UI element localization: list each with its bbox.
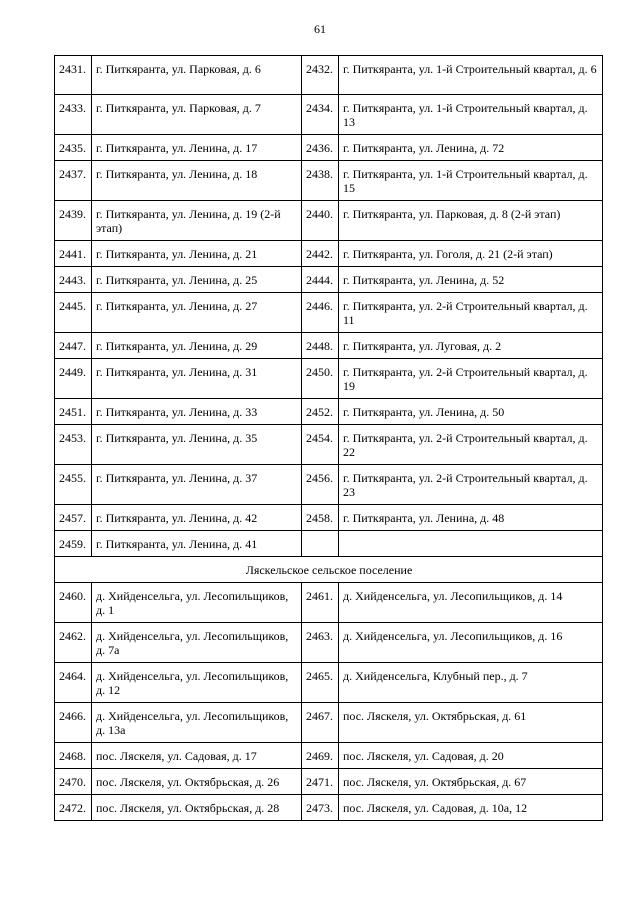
- row-number: 2469.: [302, 743, 339, 769]
- address-cell: г. Питкяранта, ул. Ленина, д. 48: [339, 505, 603, 531]
- address-cell: г. Питкяранта, ул. Ленина, д. 50: [339, 399, 603, 425]
- row-number: 2450.: [302, 359, 339, 399]
- table-row: [55, 293, 603, 333]
- table-row: [55, 267, 603, 293]
- row-number: 2458.: [302, 505, 339, 531]
- address-cell: г. Питкяранта, ул. 1-й Строительный квартал, д. 13: [339, 95, 603, 135]
- table-row: [55, 769, 603, 795]
- row-number: 2437.: [55, 161, 92, 201]
- row-number: 2444.: [302, 267, 339, 293]
- table-row: [55, 795, 603, 821]
- address-cell: г. Питкяранта, ул. 2-й Строительный квартал, д. 11: [339, 293, 603, 333]
- row-number: 2452.: [302, 399, 339, 425]
- row-number: 2459.: [55, 531, 92, 557]
- table-row: [55, 743, 603, 769]
- address-cell: г. Питкяранта, ул. Ленина, д. 41: [92, 531, 302, 557]
- table-row: [55, 531, 603, 557]
- address-cell: г. Питкяранта, ул. Ленина, д. 21: [92, 241, 302, 267]
- row-number: 2463.: [302, 623, 339, 663]
- row-number: 2443.: [55, 267, 92, 293]
- address-cell: пос. Ляскеля, ул. Октябрьская, д. 28: [92, 795, 302, 821]
- table-row: [55, 663, 603, 703]
- row-number: 2461.: [302, 583, 339, 623]
- address-cell: г. Питкяранта, ул. Ленина, д. 35: [92, 425, 302, 465]
- table-row: [55, 359, 603, 399]
- address-cell: г. Питкяранта, ул. Ленина, д. 17: [92, 135, 302, 161]
- address-cell: пос. Ляскеля, ул. Октябрьская, д. 26: [92, 769, 302, 795]
- table-row: [55, 135, 603, 161]
- row-number: 2445.: [55, 293, 92, 333]
- row-number: 2462.: [55, 623, 92, 663]
- row-number: 2466.: [55, 703, 92, 743]
- address-cell: д. Хийденсельга, ул. Лесопильщиков, д. 1: [92, 583, 302, 623]
- row-number: 2439.: [55, 201, 92, 241]
- address-cell: г. Питкяранта, ул. Луговая, д. 2: [339, 333, 603, 359]
- address-cell: д. Хийденсельга, Клубный пер., д. 7: [339, 663, 603, 703]
- row-number: 2434.: [302, 95, 339, 135]
- row-number: 2470.: [55, 769, 92, 795]
- address-cell: г. Питкяранта, ул. 1-й Строительный квартал, д. 6: [339, 56, 603, 95]
- table-row: [55, 201, 603, 241]
- address-cell: д. Хийденсельга, ул. Лесопильщиков, д. 7а: [92, 623, 302, 663]
- row-number: 2454.: [302, 425, 339, 465]
- row-number: 2436.: [302, 135, 339, 161]
- address-cell: д. Хийденсельга, ул. Лесопильщиков, д. 12: [92, 663, 302, 703]
- table-row: [55, 703, 603, 743]
- address-cell: г. Питкяранта, ул. Парковая, д. 7: [92, 95, 302, 135]
- address-cell: пос. Ляскеля, ул. Октябрьская, д. 67: [339, 769, 603, 795]
- row-number: 2432.: [302, 56, 339, 95]
- row-number: 2441.: [55, 241, 92, 267]
- row-number: 2435.: [55, 135, 92, 161]
- address-cell: г. Питкяранта, ул. Ленина, д. 33: [92, 399, 302, 425]
- address-cell: г. Питкяранта, ул. Ленина, д. 72: [339, 135, 603, 161]
- table-row: [55, 333, 603, 359]
- address-cell: г. Питкяранта, ул. Ленина, д. 31: [92, 359, 302, 399]
- row-number: 2446.: [302, 293, 339, 333]
- row-number: 2467.: [302, 703, 339, 743]
- page-number: 61: [314, 22, 326, 36]
- row-number: 2455.: [55, 465, 92, 505]
- address-cell: г. Питкяранта, ул. Ленина, д. 18: [92, 161, 302, 201]
- row-number: 2460.: [55, 583, 92, 623]
- row-number: 2440.: [302, 201, 339, 241]
- address-cell: г. Питкяранта, ул. Ленина, д. 27: [92, 293, 302, 333]
- row-number: [302, 531, 339, 557]
- address-cell: г. Питкяранта, ул. Ленина, д. 52: [339, 267, 603, 293]
- row-number: 2472.: [55, 795, 92, 821]
- address-table: [54, 55, 603, 821]
- row-number: 2473.: [302, 795, 339, 821]
- row-number: 2442.: [302, 241, 339, 267]
- address-cell: г. Питкяранта, ул. Ленина, д. 25: [92, 267, 302, 293]
- address-cell: г. Питкяранта, ул. Парковая, д. 6: [92, 56, 302, 95]
- row-number: 2453.: [55, 425, 92, 465]
- section-title: Ляскельское сельское поселение: [55, 557, 603, 583]
- address-cell: г. Питкяранта, ул. 2-й Строительный квартал, д. 22: [339, 425, 603, 465]
- table-row: [55, 583, 603, 623]
- table-row: [55, 161, 603, 201]
- table-row: [55, 399, 603, 425]
- address-cell: г. Питкяранта, ул. 2-й Строительный квартал, д. 19: [339, 359, 603, 399]
- table-row: [55, 56, 603, 95]
- address-cell: г. Питкяранта, ул. Гоголя, д. 21 (2-й этап): [339, 241, 603, 267]
- row-number: 2438.: [302, 161, 339, 201]
- row-number: 2468.: [55, 743, 92, 769]
- address-cell: пос. Ляскеля, ул. Садовая, д. 10а, 12: [339, 795, 603, 821]
- table-row: [55, 95, 603, 135]
- table-row: [55, 425, 603, 465]
- address-cell: д. Хийденсельга, ул. Лесопильщиков, д. 13а: [92, 703, 302, 743]
- section-row: [55, 557, 603, 583]
- address-cell: г. Питкяранта, ул. 1-й Строительный квартал, д. 15: [339, 161, 603, 201]
- table-row: [55, 241, 603, 267]
- address-cell: [339, 531, 603, 557]
- address-cell: пос. Ляскеля, ул. Садовая, д. 20: [339, 743, 603, 769]
- address-cell: д. Хийденсельга, ул. Лесопильщиков, д. 14: [339, 583, 603, 623]
- address-cell: г. Питкяранта, ул. 2-й Строительный квартал, д. 23: [339, 465, 603, 505]
- address-cell: пос. Ляскеля, ул. Садовая, д. 17: [92, 743, 302, 769]
- address-cell: г. Питкяранта, ул. Ленина, д. 29: [92, 333, 302, 359]
- table-row: [55, 623, 603, 663]
- row-number: 2431.: [55, 56, 92, 95]
- address-cell: г. Питкяранта, ул. Парковая, д. 8 (2-й этап): [339, 201, 603, 241]
- row-number: 2433.: [55, 95, 92, 135]
- row-number: 2451.: [55, 399, 92, 425]
- table-row: [55, 505, 603, 531]
- row-number: 2471.: [302, 769, 339, 795]
- address-cell: пос. Ляскеля, ул. Октябрьская, д. 61: [339, 703, 603, 743]
- row-number: 2449.: [55, 359, 92, 399]
- address-cell: г. Питкяранта, ул. Ленина, д. 42: [92, 505, 302, 531]
- row-number: 2448.: [302, 333, 339, 359]
- row-number: 2457.: [55, 505, 92, 531]
- row-number: 2456.: [302, 465, 339, 505]
- row-number: 2447.: [55, 333, 92, 359]
- address-cell: г. Питкяранта, ул. Ленина, д. 19 (2-й этап): [92, 201, 302, 241]
- address-cell: д. Хийденсельга, ул. Лесопильщиков, д. 16: [339, 623, 603, 663]
- table-row: [55, 465, 603, 505]
- address-cell: г. Питкяранта, ул. Ленина, д. 37: [92, 465, 302, 505]
- row-number: 2465.: [302, 663, 339, 703]
- row-number: 2464.: [55, 663, 92, 703]
